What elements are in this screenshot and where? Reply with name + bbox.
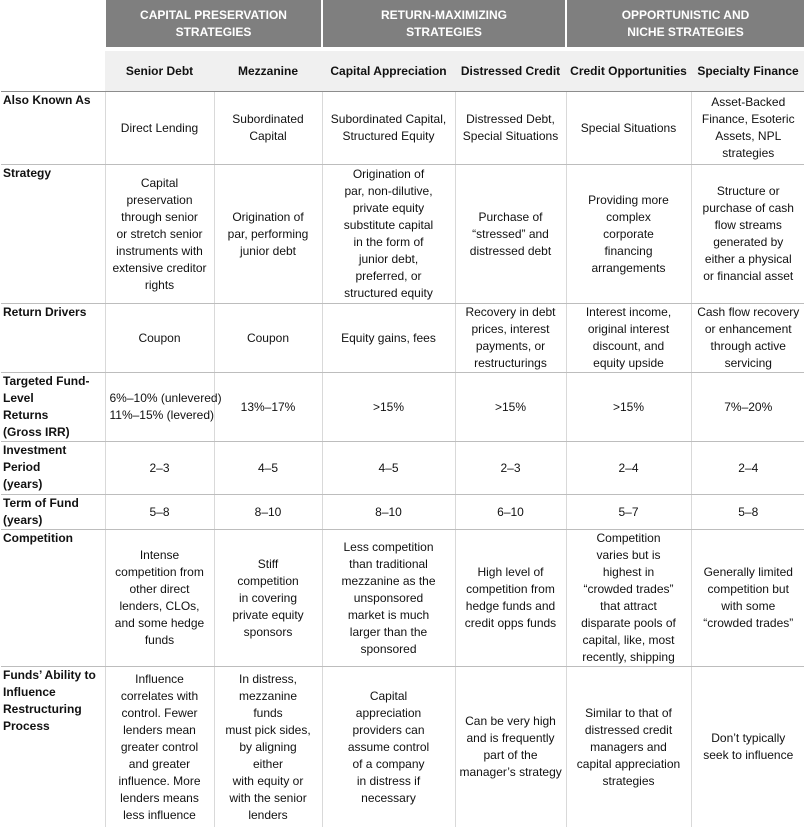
cell-text-line: competition from: [110, 564, 210, 581]
cell-text-line: with the senior: [219, 790, 318, 807]
row-label-line: Return Drivers: [3, 304, 103, 321]
cell-capital-appreciation: [322, 667, 455, 827]
cell-text-line: mezzanine as the: [327, 573, 451, 590]
cell-text-line: in the form of: [327, 234, 451, 251]
cell-text-line: 2–4: [696, 460, 802, 477]
cell-credit-opportunities: [566, 304, 691, 373]
row-label-line: Term of Fund: [3, 495, 103, 512]
cell-text-line: extensive creditor: [110, 260, 210, 277]
cell-text-line: less influence: [110, 807, 210, 824]
row-label-line: Also Known As: [3, 92, 103, 109]
cell-distressed-credit: [455, 373, 566, 442]
cell-specialty-finance: [691, 530, 804, 667]
row-label: [1, 530, 105, 667]
table-row: [1, 165, 804, 304]
cell-text-line: 13%–17%: [219, 399, 318, 416]
column-header-row: [1, 49, 804, 92]
cell-text-line: in covering: [219, 590, 318, 607]
cell-mezzanine: [214, 304, 322, 373]
cell-capital-appreciation: [322, 442, 455, 495]
cell-text-line: lenders: [219, 807, 318, 824]
cell-text-line: Similar to that of: [571, 705, 687, 722]
cell-text-line: 2–3: [460, 460, 562, 477]
cell-text-line: junior debt: [219, 243, 318, 260]
cell-text-line: 5–7: [571, 504, 687, 521]
cell-text-line: sponsored: [327, 641, 451, 658]
cell-text-line: managers and: [571, 739, 687, 756]
cell-text-line: Coupon: [110, 330, 210, 347]
group-header-line: OPPORTUNISTIC AND: [571, 7, 800, 24]
row-label-line: (Gross IRR): [3, 424, 103, 441]
cell-credit-opportunities: [566, 495, 691, 530]
cell-text-line: Providing more: [571, 192, 687, 209]
cell-text-line: 11%–15% (levered): [110, 407, 210, 424]
table-row: [1, 495, 804, 530]
cell-text-line: seek to influence: [696, 747, 802, 764]
cell-senior-debt: [105, 530, 214, 667]
cell-credit-opportunities: [566, 667, 691, 827]
row-label-line: Process: [3, 718, 103, 735]
cell-distressed-credit: [455, 304, 566, 373]
cell-text-line: 5–8: [110, 504, 210, 521]
cell-text-line: larger than the: [327, 624, 451, 641]
cell-text-line: either: [219, 756, 318, 773]
cell-text-line: that attract: [571, 598, 687, 615]
cell-text-line: credit opps funds: [460, 615, 562, 632]
cell-text-line: >15%: [571, 399, 687, 416]
cell-text-line: rights: [110, 277, 210, 294]
table-row: [1, 667, 804, 827]
cell-text-line: Distressed Debt,: [460, 111, 562, 128]
row-label-line: Period: [3, 459, 103, 476]
cell-text-line: must pick sides,: [219, 722, 318, 739]
cell-capital-appreciation: [322, 92, 455, 165]
cell-text-line: Capital: [219, 128, 318, 145]
cell-senior-debt: [105, 92, 214, 165]
column-header-credit-opportunities: Credit Opportunities: [566, 49, 691, 92]
row-label: [1, 667, 105, 827]
cell-text-line: 2–4: [571, 460, 687, 477]
cell-text-line: “crowded trades”: [696, 615, 802, 632]
cell-text-line: or financial asset: [696, 268, 802, 285]
cell-text-line: 4–5: [327, 460, 451, 477]
column-header-mezzanine: Mezzanine: [214, 49, 322, 92]
cell-text-line: >15%: [460, 399, 562, 416]
column-header-specialty-finance: Specialty Finance: [691, 49, 804, 92]
cell-text-line: 8–10: [219, 504, 318, 521]
cell-mezzanine: [214, 373, 322, 442]
cell-text-line: influence. More: [110, 773, 210, 790]
cell-mezzanine: [214, 495, 322, 530]
cell-text-line: competition: [219, 573, 318, 590]
cell-mezzanine: [214, 165, 322, 304]
cell-text-line: Interest income,: [571, 304, 687, 321]
cell-text-line: Special Situations: [460, 128, 562, 145]
cell-text-line: with equity or: [219, 773, 318, 790]
cell-senior-debt: [105, 667, 214, 827]
cell-text-line: than traditional: [327, 556, 451, 573]
cell-specialty-finance: [691, 373, 804, 442]
cell-text-line: Origination of: [219, 209, 318, 226]
column-header-senior-debt: Senior Debt: [105, 49, 214, 92]
cell-senior-debt: [105, 495, 214, 530]
row-label: [1, 304, 105, 373]
cell-text-line: mezzanine: [219, 688, 318, 705]
cell-senior-debt: [105, 373, 214, 442]
cell-text-line: part of the: [460, 747, 562, 764]
cell-text-line: equity upside: [571, 355, 687, 372]
table-row: [1, 530, 804, 667]
cell-text-line: Intense: [110, 547, 210, 564]
corner-cell: [1, 49, 105, 92]
cell-text-line: Asset-Backed: [696, 94, 802, 111]
cell-distressed-credit: [455, 442, 566, 495]
cell-capital-appreciation: [322, 495, 455, 530]
cell-text-line: Finance, Esoteric: [696, 111, 802, 128]
cell-text-line: Assets, NPL: [696, 128, 802, 145]
cell-text-line: private equity: [327, 200, 451, 217]
cell-text-line: funds: [219, 705, 318, 722]
cell-text-line: lenders, CLOs,: [110, 598, 210, 615]
cell-text-line: strategies: [696, 145, 802, 162]
cell-text-line: original interest: [571, 321, 687, 338]
cell-text-line: with some: [696, 598, 802, 615]
cell-text-line: payments, or: [460, 338, 562, 355]
cell-text-line: capital, like, most: [571, 632, 687, 649]
cell-text-line: generated by: [696, 234, 802, 251]
cell-text-line: funds: [110, 632, 210, 649]
cell-text-line: instruments with: [110, 243, 210, 260]
cell-text-line: prices, interest: [460, 321, 562, 338]
cell-text-line: >15%: [327, 399, 451, 416]
cell-text-line: assume control: [327, 739, 451, 756]
cell-text-line: Origination of: [327, 166, 451, 183]
cell-text-line: Cash flow recovery: [696, 304, 802, 321]
cell-capital-appreciation: [322, 304, 455, 373]
cell-text-line: strategies: [571, 773, 687, 790]
cell-distressed-credit: [455, 667, 566, 827]
cell-text-line: either a physical: [696, 251, 802, 268]
cell-text-line: Purchase of: [460, 209, 562, 226]
row-label: [1, 373, 105, 442]
cell-credit-opportunities: [566, 373, 691, 442]
cell-text-line: Subordinated: [219, 111, 318, 128]
cell-text-line: Equity gains, fees: [327, 330, 451, 347]
row-label-line: Competition: [3, 530, 103, 547]
column-header-capital-appreciation: Capital Appreciation: [322, 49, 455, 92]
row-label: [1, 165, 105, 304]
cell-text-line: or stretch senior: [110, 226, 210, 243]
group-header-row: [1, 0, 804, 49]
cell-capital-appreciation: [322, 530, 455, 667]
cell-text-line: par, performing: [219, 226, 318, 243]
cell-distressed-credit: [455, 92, 566, 165]
cell-text-line: structured equity: [327, 285, 451, 302]
cell-text-line: Generally limited: [696, 564, 802, 581]
cell-text-line: “crowded trades”: [571, 581, 687, 598]
cell-distressed-credit: [455, 495, 566, 530]
group-header-opportunistic-niche: [566, 0, 804, 49]
cell-text-line: 4–5: [219, 460, 318, 477]
cell-text-line: lenders means: [110, 790, 210, 807]
cell-senior-debt: [105, 442, 214, 495]
cell-text-line: 8–10: [327, 504, 451, 521]
cell-text-line: Subordinated Capital,: [327, 111, 451, 128]
row-label-line: Funds’ Ability to: [3, 667, 103, 684]
cell-text-line: unsponsored: [327, 590, 451, 607]
group-header-line: NICHE STRATEGIES: [571, 24, 800, 41]
group-header-line: STRATEGIES: [327, 24, 561, 41]
cell-specialty-finance: [691, 442, 804, 495]
cell-text-line: and some hedge: [110, 615, 210, 632]
group-header-line: CAPITAL PRESERVATION: [110, 7, 317, 24]
cell-text-line: sponsors: [219, 624, 318, 641]
cell-specialty-finance: [691, 495, 804, 530]
cell-text-line: Stiff: [219, 556, 318, 573]
cell-text-line: In distress,: [219, 671, 318, 688]
cell-text-line: Recovery in debt: [460, 304, 562, 321]
cell-text-line: substitute capital: [327, 217, 451, 234]
cell-text-line: Competition: [571, 530, 687, 547]
cell-text-line: preservation: [110, 192, 210, 209]
cell-text-line: 7%–20%: [696, 399, 802, 416]
cell-text-line: “stressed” and: [460, 226, 562, 243]
cell-text-line: corporate: [571, 226, 687, 243]
cell-credit-opportunities: [566, 530, 691, 667]
cell-text-line: control. Fewer: [110, 705, 210, 722]
cell-text-line: of a company: [327, 756, 451, 773]
cell-specialty-finance: [691, 92, 804, 165]
row-label-line: Investment: [3, 442, 103, 459]
cell-text-line: providers can: [327, 722, 451, 739]
cell-text-line: servicing: [696, 355, 802, 372]
cell-text-line: private equity: [219, 607, 318, 624]
cell-specialty-finance: [691, 165, 804, 304]
cell-text-line: correlates with: [110, 688, 210, 705]
cell-text-line: complex: [571, 209, 687, 226]
cell-mezzanine: [214, 442, 322, 495]
corner-cell: [1, 0, 105, 49]
group-header-line: STRATEGIES: [110, 24, 317, 41]
cell-capital-appreciation: [322, 373, 455, 442]
cell-text-line: distressed credit: [571, 722, 687, 739]
cell-text-line: distressed debt: [460, 243, 562, 260]
table-row: [1, 442, 804, 495]
cell-text-line: preferred, or: [327, 268, 451, 285]
row-label: [1, 442, 105, 495]
cell-text-line: financing: [571, 243, 687, 260]
cell-text-line: restructurings: [460, 355, 562, 372]
cell-mezzanine: [214, 667, 322, 827]
cell-text-line: Structure or: [696, 183, 802, 200]
cell-text-line: lenders mean: [110, 722, 210, 739]
cell-text-line: highest in: [571, 564, 687, 581]
cell-distressed-credit: [455, 530, 566, 667]
cell-distressed-credit: [455, 165, 566, 304]
cell-text-line: market is much: [327, 607, 451, 624]
cell-text-line: or enhancement: [696, 321, 802, 338]
cell-text-line: in distress if: [327, 773, 451, 790]
cell-text-line: other direct: [110, 581, 210, 598]
cell-text-line: competition but: [696, 581, 802, 598]
cell-text-line: Can be very high: [460, 713, 562, 730]
cell-senior-debt: [105, 304, 214, 373]
cell-text-line: discount, and: [571, 338, 687, 355]
cell-text-line: junior debt,: [327, 251, 451, 268]
cell-text-line: appreciation: [327, 705, 451, 722]
row-label-line: (years): [3, 512, 103, 529]
cell-specialty-finance: [691, 667, 804, 827]
cell-text-line: through senior: [110, 209, 210, 226]
row-label: [1, 92, 105, 165]
row-label: [1, 495, 105, 530]
row-label-line: Restructuring: [3, 701, 103, 718]
cell-specialty-finance: [691, 304, 804, 373]
row-label-line: (years): [3, 476, 103, 493]
cell-text-line: by aligning: [219, 739, 318, 756]
cell-text-line: 6–10: [460, 504, 562, 521]
cell-text-line: disparate pools of: [571, 615, 687, 632]
cell-text-line: greater control: [110, 739, 210, 756]
cell-capital-appreciation: [322, 165, 455, 304]
group-header-return-maximizing: [322, 0, 566, 49]
cell-text-line: through active: [696, 338, 802, 355]
column-header-distressed-credit: Distressed Credit: [455, 49, 566, 92]
cell-text-line: manager’s strategy: [460, 764, 562, 781]
cell-text-line: capital appreciation: [571, 756, 687, 773]
table-body: [1, 92, 804, 827]
cell-text-line: recently, shipping: [571, 649, 687, 666]
row-label-line: Targeted Fund-: [3, 373, 103, 390]
cell-text-line: competition from: [460, 581, 562, 598]
cell-text-line: flow streams: [696, 217, 802, 234]
cell-text-line: Structured Equity: [327, 128, 451, 145]
table-row: [1, 304, 804, 373]
cell-text-line: 5–8: [696, 504, 802, 521]
table-row: [1, 373, 804, 442]
row-label-line: Level: [3, 390, 103, 407]
row-label-line: Strategy: [3, 165, 103, 182]
cell-text-line: Special Situations: [571, 120, 687, 137]
cell-text-line: purchase of cash: [696, 200, 802, 217]
cell-text-line: and greater: [110, 756, 210, 773]
cell-text-line: arrangements: [571, 260, 687, 277]
cell-text-line: and is frequently: [460, 730, 562, 747]
cell-text-line: Coupon: [219, 330, 318, 347]
cell-credit-opportunities: [566, 92, 691, 165]
row-label-line: Returns: [3, 407, 103, 424]
cell-text-line: Influence: [110, 671, 210, 688]
cell-credit-opportunities: [566, 442, 691, 495]
cell-credit-opportunities: [566, 165, 691, 304]
row-label-line: Influence: [3, 684, 103, 701]
cell-text-line: Capital: [327, 688, 451, 705]
table-row: [1, 92, 804, 165]
cell-text-line: 2–3: [110, 460, 210, 477]
cell-text-line: par, non-dilutive,: [327, 183, 451, 200]
group-header-line: RETURN-MAXIMIZING: [327, 7, 561, 24]
cell-text-line: Less competition: [327, 539, 451, 556]
group-header-capital-preservation: [105, 0, 322, 49]
cell-text-line: necessary: [327, 790, 451, 807]
cell-text-line: Don’t typically: [696, 730, 802, 747]
cell-text-line: Direct Lending: [110, 120, 210, 137]
cell-text-line: 6%–10% (unlevered): [110, 390, 210, 407]
cell-senior-debt: [105, 165, 214, 304]
cell-text-line: varies but is: [571, 547, 687, 564]
cell-mezzanine: [214, 530, 322, 667]
cell-mezzanine: [214, 92, 322, 165]
cell-text-line: hedge funds and: [460, 598, 562, 615]
cell-text-line: Capital: [110, 175, 210, 192]
cell-text-line: High level of: [460, 564, 562, 581]
